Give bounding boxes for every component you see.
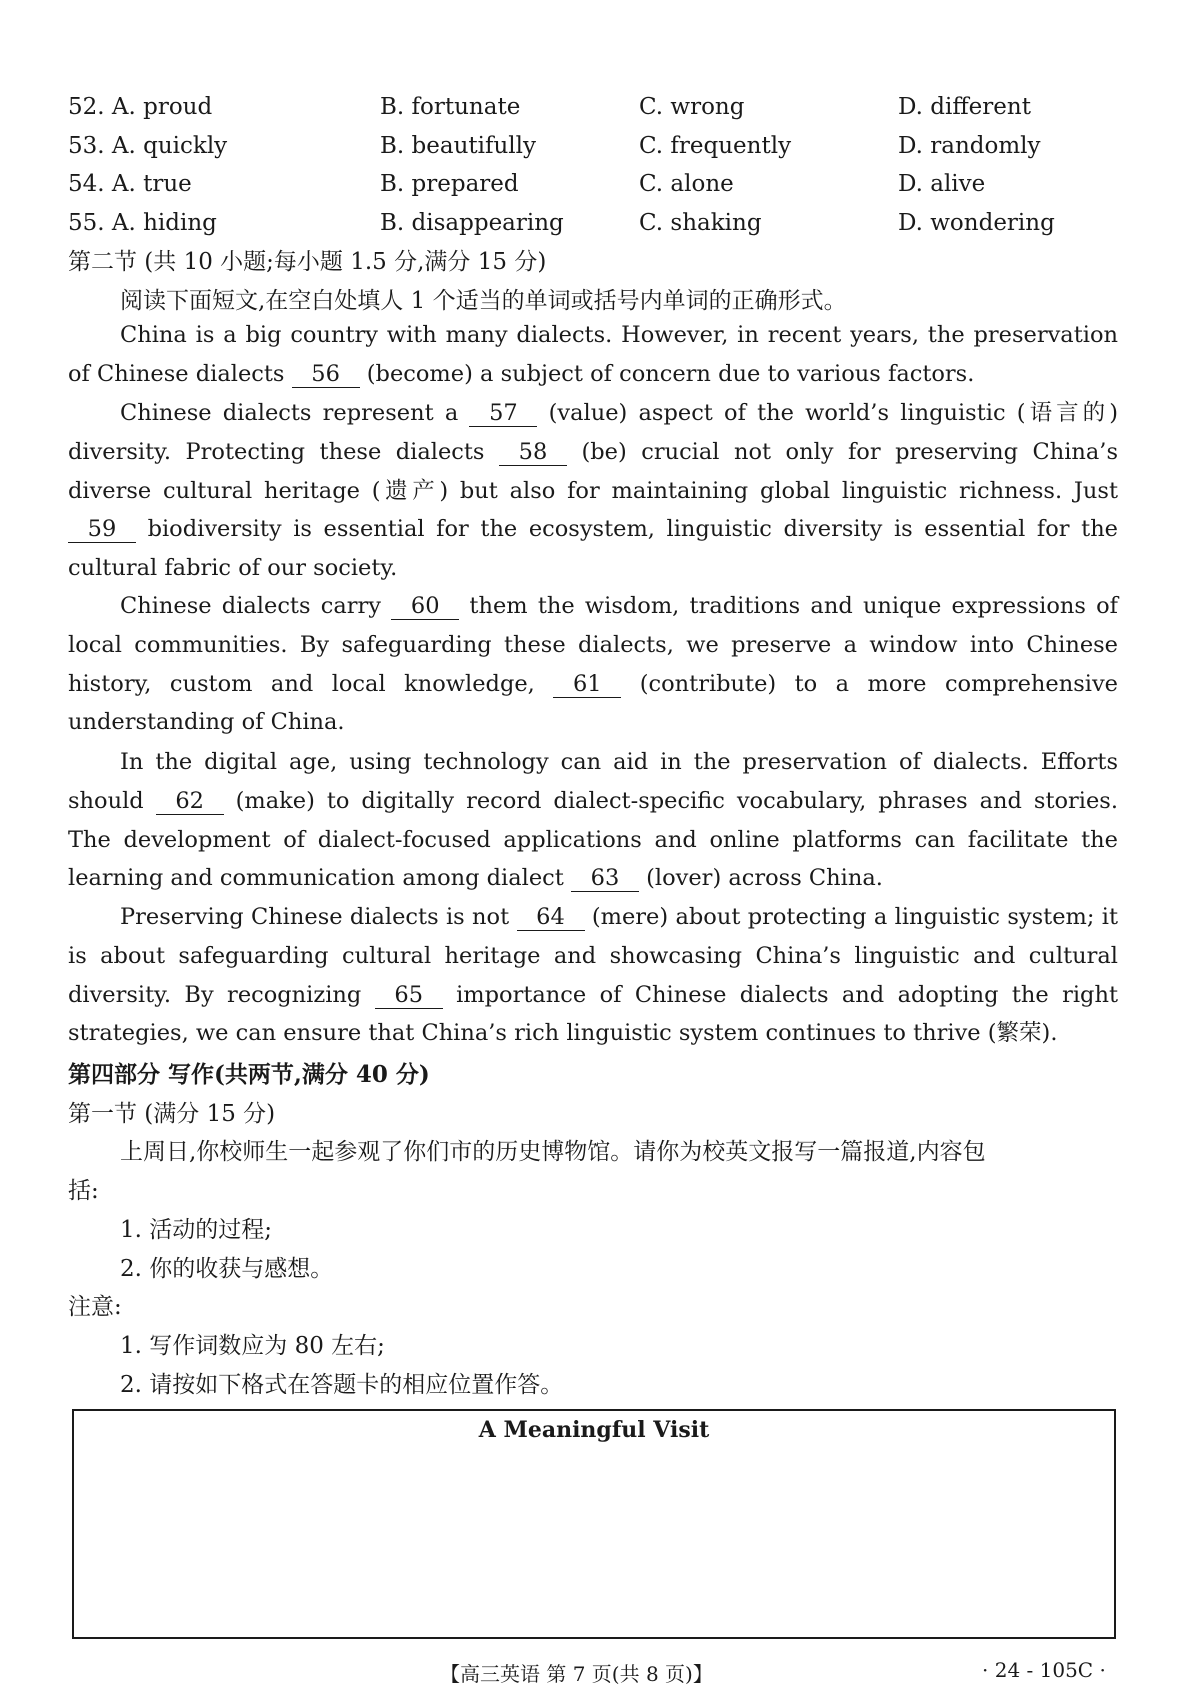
option-b: B. prepared xyxy=(380,171,519,197)
option-a: 53. A. quickly xyxy=(68,132,228,159)
option-d: D. alive xyxy=(898,171,986,197)
blank-62[interactable]: 62 xyxy=(156,788,224,815)
option-row-54 xyxy=(68,165,1128,204)
option-d: D. different xyxy=(898,94,1031,120)
option-a: 55. A. hiding xyxy=(68,209,217,236)
page-footer: 【高三英语 第 7 页(共 8 页)】 xyxy=(440,1662,713,1686)
option-c: C. shaking xyxy=(639,209,762,236)
option-c: C. alone xyxy=(639,171,734,197)
option-row-53 xyxy=(68,127,1128,166)
option-c: C. wrong xyxy=(639,94,745,120)
blank-63[interactable]: 63 xyxy=(571,865,639,892)
option-row-52 xyxy=(68,88,1128,127)
blank-58[interactable]: 58 xyxy=(499,439,567,466)
prompt-item-2: 2. 你的收获与感想。 xyxy=(120,1256,334,1282)
choice-options xyxy=(68,88,1128,242)
blank-61[interactable]: 61 xyxy=(553,671,621,698)
section-heading: 第二节 (共 10 小题;每小题 1.5 分,满分 15 分) xyxy=(68,249,547,275)
writing-answer-box[interactable] xyxy=(72,1409,1116,1639)
blank-65[interactable]: 65 xyxy=(375,982,443,1009)
passage-paragraph-2: Chinese dialects represent a 57 (value) aspect of the world’s linguistic (语言的) diversity. Protecting these dialects 58 (be) crucial not only for preserving China’s diverse cultural heritage (遗产) but also for maintaining global linguistic richness. Just 59 biodiversity is essential for the ecosystem, linguistic diversity is essential for the cultural fabric of our society. xyxy=(68,400,1118,582)
paper-code: · 24 - 105C · xyxy=(982,1658,1106,1682)
option-b: B. fortunate xyxy=(380,94,521,120)
note-label: 注意: xyxy=(68,1294,122,1320)
part4-heading: 第四部分 写作(共两节,满分 40 分) xyxy=(68,1061,430,1088)
option-a: 54. A. true xyxy=(68,171,192,197)
option-d: D. randomly xyxy=(898,132,1041,159)
writing-prompt-cont: 括: xyxy=(68,1178,99,1204)
prompt-item-1: 1. 活动的过程; xyxy=(120,1217,273,1243)
option-a: 52. A. proud xyxy=(68,94,213,120)
part4-sub-heading: 第一节 (满分 15 分) xyxy=(68,1101,276,1127)
section-instruction: 阅读下面短文,在空白处填人 1 个适当的单词或括号内单词的正确形式。 xyxy=(120,288,847,314)
option-b: B. disappearing xyxy=(380,209,564,236)
note-item-1: 1. 写作词数应为 80 左右; xyxy=(120,1333,385,1359)
blank-60[interactable]: 60 xyxy=(391,593,459,620)
writing-box-title: A Meaningful Visit xyxy=(478,1417,710,1443)
passage-paragraph-5: Preserving Chinese dialects is not 64 (mere) about protecting a linguistic system; it is about safeguarding cultural heritage and showcasing China’s linguistic and cultural diversity. By recognizing 65 importance of Chinese dialects and adopting the right strategies, we can ensure that China’s rich linguistic system continues to thrive (繁荣). xyxy=(68,904,1119,1047)
passage-paragraph-1: China is a big country with many dialects. However, in recent years, the preservation of Chinese dialects 56 (become) a subject of concern due to various factors. xyxy=(68,322,1118,387)
option-row-55 xyxy=(68,204,1128,243)
blank-59[interactable]: 59 xyxy=(68,516,136,543)
passage-paragraph-4: In the digital age, using technology can aid in the preservation of dialects. Efforts should 62 (make) to digitally record dialect-specific vocabulary, phrases and stories. The development of dialect-focused applications and online platforms can facilitate the learning and communication among dialect 63 (lover) across China. xyxy=(68,749,1119,892)
blank-56[interactable]: 56 xyxy=(292,361,360,388)
blank-57[interactable]: 57 xyxy=(469,400,537,427)
writing-prompt: 上周日,你校师生一起参观了你们市的历史博物馆。请你为校英文报写一篇报道,内容包 xyxy=(120,1139,986,1165)
option-d: D. wondering xyxy=(898,209,1055,236)
blank-64[interactable]: 64 xyxy=(517,904,585,931)
note-item-2: 2. 请按如下格式在答题卡的相应位置作答。 xyxy=(120,1372,564,1398)
option-c: C. frequently xyxy=(639,132,792,159)
passage-paragraph-3: Chinese dialects carry 60 them the wisdom, traditions and unique expressions of local communities. By safeguarding these dialects, we preserve a window into Chinese history, custom and local knowledge, 61 (contribute) to a more comprehensive understanding of China. xyxy=(68,593,1119,736)
option-b: B. beautifully xyxy=(380,132,537,159)
